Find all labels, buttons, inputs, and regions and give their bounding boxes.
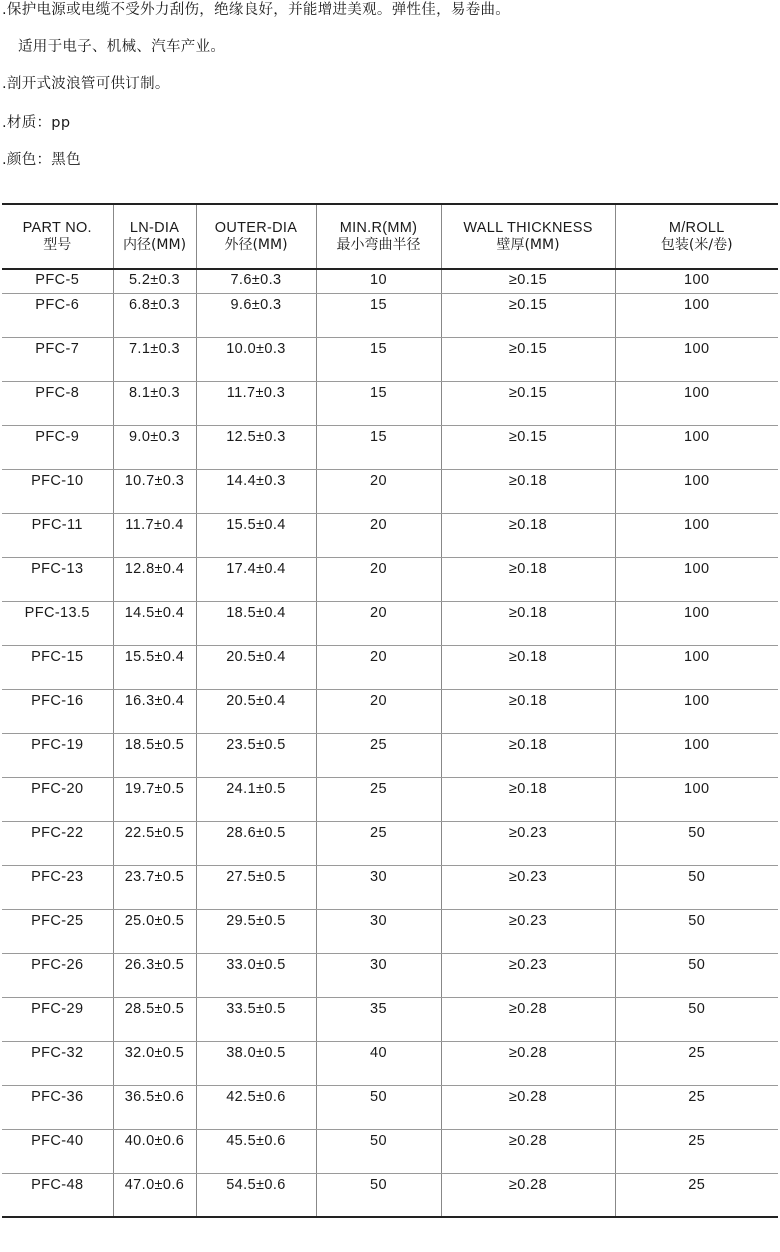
cell-inner-dia: 16.3±0.4 (113, 689, 196, 733)
table-row (2, 557, 778, 601)
cell-inner-dia: 8.1±0.3 (113, 381, 196, 425)
cell-part-no: PFC-13 (2, 557, 113, 601)
cell-part-no: PFC-16 (2, 689, 113, 733)
cell-min-radius: 40 (316, 1041, 441, 1085)
cell-part-no: PFC-19 (2, 733, 113, 777)
cell-min-radius: 30 (316, 909, 441, 953)
cell-min-radius: 25 (316, 733, 441, 777)
cell-inner-dia: 19.7±0.5 (113, 777, 196, 821)
cell-min-radius: 20 (316, 469, 441, 513)
cell-inner-dia: 36.5±0.6 (113, 1085, 196, 1129)
cell-min-radius: 25 (316, 821, 441, 865)
cell-min-radius: 50 (316, 1129, 441, 1173)
cell-meters-per-roll: 100 (615, 337, 778, 381)
table-row (2, 645, 778, 689)
cell-wall-thickness: ≥0.18 (441, 689, 615, 733)
cell-min-radius: 10 (316, 269, 441, 293)
cell-part-no: PFC-26 (2, 953, 113, 997)
cell-inner-dia: 15.5±0.4 (113, 645, 196, 689)
note-custom: .剖开式波浪管可供订制。 (2, 76, 170, 92)
cell-wall-thickness: ≥0.18 (441, 645, 615, 689)
cell-inner-dia: 6.8±0.3 (113, 293, 196, 337)
note-features: .保护电源或电缆不受外力刮伤，绝缘良好，并能增进美观。弹性佳，易卷曲。 (2, 2, 511, 18)
cell-outer-dia: 38.0±0.5 (196, 1041, 316, 1085)
cell-min-radius: 25 (316, 777, 441, 821)
cell-wall-thickness: ≥0.15 (441, 337, 615, 381)
cell-meters-per-roll: 50 (615, 953, 778, 997)
header-wall-thickness: WALL THICKNESS 壁厚(MM) (441, 204, 615, 269)
cell-outer-dia: 28.6±0.5 (196, 821, 316, 865)
cell-wall-thickness: ≥0.28 (441, 1129, 615, 1173)
cell-meters-per-roll: 100 (615, 601, 778, 645)
cell-outer-dia: 20.5±0.4 (196, 689, 316, 733)
table-row (2, 689, 778, 733)
cell-wall-thickness: ≥0.23 (441, 909, 615, 953)
cell-min-radius: 20 (316, 557, 441, 601)
cell-meters-per-roll: 100 (615, 557, 778, 601)
cell-outer-dia: 11.7±0.3 (196, 381, 316, 425)
cell-part-no: PFC-23 (2, 865, 113, 909)
cell-min-radius: 35 (316, 997, 441, 1041)
cell-outer-dia: 17.4±0.4 (196, 557, 316, 601)
table-row (2, 469, 778, 513)
cell-outer-dia: 12.5±0.3 (196, 425, 316, 469)
cell-part-no: PFC-40 (2, 1129, 113, 1173)
cell-part-no: PFC-25 (2, 909, 113, 953)
cell-meters-per-roll: 25 (615, 1085, 778, 1129)
note-material: .材质：pp (2, 115, 71, 131)
cell-min-radius: 30 (316, 953, 441, 997)
cell-min-radius: 20 (316, 645, 441, 689)
cell-inner-dia: 47.0±0.6 (113, 1173, 196, 1217)
cell-outer-dia: 45.5±0.6 (196, 1129, 316, 1173)
cell-outer-dia: 18.5±0.4 (196, 601, 316, 645)
cell-inner-dia: 11.7±0.4 (113, 513, 196, 557)
cell-part-no: PFC-10 (2, 469, 113, 513)
table-row (2, 1085, 778, 1129)
cell-inner-dia: 23.7±0.5 (113, 865, 196, 909)
cell-min-radius: 50 (316, 1085, 441, 1129)
cell-part-no: PFC-15 (2, 645, 113, 689)
cell-wall-thickness: ≥0.18 (441, 557, 615, 601)
cell-meters-per-roll: 100 (615, 733, 778, 777)
cell-part-no: PFC-11 (2, 513, 113, 557)
cell-wall-thickness: ≥0.15 (441, 425, 615, 469)
cell-meters-per-roll: 100 (615, 269, 778, 293)
header-inner-dia: LN-DIA 内径(MM) (113, 204, 196, 269)
cell-part-no: PFC-13.5 (2, 601, 113, 645)
cell-inner-dia: 25.0±0.5 (113, 909, 196, 953)
cell-outer-dia: 24.1±0.5 (196, 777, 316, 821)
table-row (2, 1041, 778, 1085)
table-row (2, 601, 778, 645)
cell-wall-thickness: ≥0.28 (441, 1041, 615, 1085)
cell-outer-dia: 15.5±0.4 (196, 513, 316, 557)
cell-min-radius: 20 (316, 513, 441, 557)
cell-wall-thickness: ≥0.18 (441, 733, 615, 777)
table-row (2, 337, 778, 381)
cell-meters-per-roll: 100 (615, 777, 778, 821)
cell-meters-per-roll: 25 (615, 1173, 778, 1217)
cell-wall-thickness: ≥0.18 (441, 513, 615, 557)
cell-wall-thickness: ≥0.15 (441, 381, 615, 425)
cell-outer-dia: 14.4±0.3 (196, 469, 316, 513)
note-color: .颜色：黑色 (2, 152, 81, 168)
cell-wall-thickness: ≥0.18 (441, 777, 615, 821)
header-meters-per-roll: M/ROLL 包装(米/卷) (615, 204, 778, 269)
table-row (2, 953, 778, 997)
cell-min-radius: 15 (316, 381, 441, 425)
cell-part-no: PFC-22 (2, 821, 113, 865)
table-row (2, 733, 778, 777)
cell-meters-per-roll: 100 (615, 425, 778, 469)
cell-outer-dia: 23.5±0.5 (196, 733, 316, 777)
cell-min-radius: 50 (316, 1173, 441, 1217)
cell-part-no: PFC-48 (2, 1173, 113, 1217)
cell-part-no: PFC-20 (2, 777, 113, 821)
table-row (2, 425, 778, 469)
cell-inner-dia: 9.0±0.3 (113, 425, 196, 469)
cell-inner-dia: 40.0±0.6 (113, 1129, 196, 1173)
cell-meters-per-roll: 50 (615, 821, 778, 865)
table-row (2, 821, 778, 865)
cell-outer-dia: 10.0±0.3 (196, 337, 316, 381)
cell-meters-per-roll: 100 (615, 513, 778, 557)
cell-min-radius: 30 (316, 865, 441, 909)
cell-outer-dia: 7.6±0.3 (196, 269, 316, 293)
cell-outer-dia: 9.6±0.3 (196, 293, 316, 337)
cell-min-radius: 15 (316, 425, 441, 469)
table-row (2, 381, 778, 425)
cell-wall-thickness: ≥0.18 (441, 469, 615, 513)
cell-meters-per-roll: 50 (615, 909, 778, 953)
table-row (2, 269, 778, 293)
cell-part-no: PFC-5 (2, 269, 113, 293)
cell-wall-thickness: ≥0.28 (441, 1173, 615, 1217)
table-row (2, 777, 778, 821)
cell-part-no: PFC-36 (2, 1085, 113, 1129)
cell-inner-dia: 26.3±0.5 (113, 953, 196, 997)
table-header-row (2, 204, 778, 269)
cell-outer-dia: 20.5±0.4 (196, 645, 316, 689)
cell-min-radius: 15 (316, 293, 441, 337)
cell-inner-dia: 12.8±0.4 (113, 557, 196, 601)
note-applications: 适用于电子、机械、汽车产业。 (18, 39, 226, 55)
cell-inner-dia: 14.5±0.4 (113, 601, 196, 645)
table-row (2, 865, 778, 909)
cell-wall-thickness: ≥0.28 (441, 997, 615, 1041)
cell-meters-per-roll: 100 (615, 381, 778, 425)
cell-part-no: PFC-29 (2, 997, 113, 1041)
table-row (2, 909, 778, 953)
header-min-radius: MIN.R(MM) 最小弯曲半径 (316, 204, 441, 269)
table-row (2, 513, 778, 557)
table-body (2, 269, 778, 1217)
cell-wall-thickness: ≥0.23 (441, 821, 615, 865)
cell-wall-thickness: ≥0.28 (441, 1085, 615, 1129)
cell-part-no: PFC-6 (2, 293, 113, 337)
cell-inner-dia: 32.0±0.5 (113, 1041, 196, 1085)
table-row (2, 997, 778, 1041)
header-outer-dia: OUTER-DIA 外径(MM) (196, 204, 316, 269)
cell-inner-dia: 18.5±0.5 (113, 733, 196, 777)
cell-inner-dia: 7.1±0.3 (113, 337, 196, 381)
cell-min-radius: 20 (316, 689, 441, 733)
cell-outer-dia: 33.0±0.5 (196, 953, 316, 997)
cell-meters-per-roll: 100 (615, 689, 778, 733)
cell-min-radius: 15 (316, 337, 441, 381)
cell-inner-dia: 28.5±0.5 (113, 997, 196, 1041)
cell-wall-thickness: ≥0.23 (441, 865, 615, 909)
cell-part-no: PFC-32 (2, 1041, 113, 1085)
header-part-no: PART NO. 型号 (22, 219, 92, 253)
cell-outer-dia: 54.5±0.6 (196, 1173, 316, 1217)
cell-outer-dia: 29.5±0.5 (196, 909, 316, 953)
cell-inner-dia: 5.2±0.3 (113, 269, 196, 293)
cell-part-no: PFC-9 (2, 425, 113, 469)
cell-min-radius: 20 (316, 601, 441, 645)
cell-meters-per-roll: 25 (615, 1041, 778, 1085)
table-row (2, 1173, 778, 1217)
cell-meters-per-roll: 50 (615, 997, 778, 1041)
cell-meters-per-roll: 100 (615, 469, 778, 513)
cell-wall-thickness: ≥0.18 (441, 601, 615, 645)
cell-meters-per-roll: 25 (615, 1129, 778, 1173)
cell-meters-per-roll: 100 (615, 645, 778, 689)
cell-meters-per-roll: 50 (615, 865, 778, 909)
cell-inner-dia: 22.5±0.5 (113, 821, 196, 865)
cell-outer-dia: 27.5±0.5 (196, 865, 316, 909)
cell-outer-dia: 33.5±0.5 (196, 997, 316, 1041)
cell-wall-thickness: ≥0.15 (441, 269, 615, 293)
spec-table (2, 203, 778, 1218)
cell-part-no: PFC-8 (2, 381, 113, 425)
cell-inner-dia: 10.7±0.3 (113, 469, 196, 513)
cell-wall-thickness: ≥0.15 (441, 293, 615, 337)
table-row (2, 293, 778, 337)
table-row (2, 1129, 778, 1173)
cell-wall-thickness: ≥0.23 (441, 953, 615, 997)
cell-part-no: PFC-7 (2, 337, 113, 381)
cell-outer-dia: 42.5±0.6 (196, 1085, 316, 1129)
cell-meters-per-roll: 100 (615, 293, 778, 337)
